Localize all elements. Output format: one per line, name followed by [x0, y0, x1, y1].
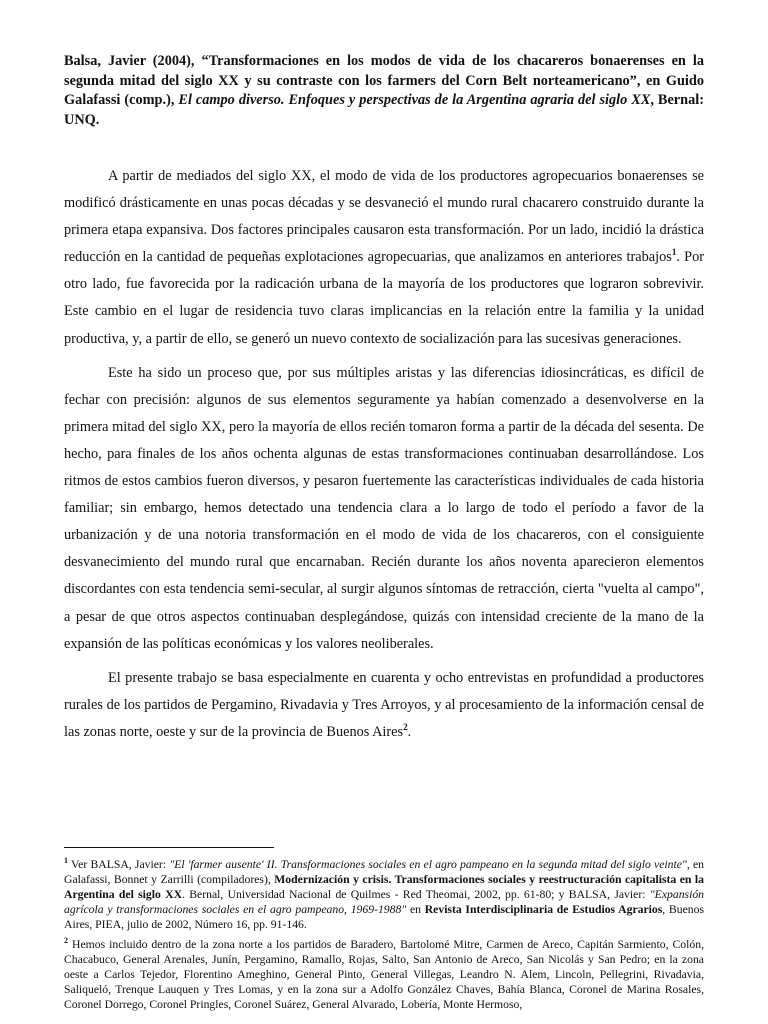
footnote-1-text-1: Ver BALSA, Javier:	[68, 858, 170, 871]
footnote-1-article-2: "Expansión agrícola y transformaciones sociales en el agro pampeano, 1969-1988"	[64, 888, 705, 916]
paragraph-1-text-a: A partir de mediados del siglo XX, el modo de vida de los productores agropecuarios bonaerenses se modificó drásticamente en unas pocas décadas y se desvaneció el mundo rural chacarero construido durante la primera etapa expansiva. Dos factores principales causaron esta transformación. Por un lado, incidió la drástica reducción en la cantidad de pequeñas explotaciones agropecuarias, que analizamos en anteriores trabajos	[64, 168, 704, 266]
paragraph-3-text-b: .	[407, 723, 412, 740]
citation-suffix: , Bernal: UNQ.	[64, 92, 704, 128]
citation-book-title: El campo diverso. Enfoques y perspectivas de la Argentina agraria del siglo XX	[178, 92, 651, 108]
citation-header	[64, 52, 704, 130]
footnote-1-text-5: , Buenos Aires, PIEA, julio de 2002, Número 16, pp. 91-146.	[64, 903, 704, 931]
paragraph-1-text-b: . Por otro lado, fue favorecida por la radicación urbana de la mayoría de los productores que lograron sobrevivir. Este cambio en el lugar de residencia tuvo claras implicancias en la relación entre la familia y la unidad productiva, y, a partir de ello, se generó un nuevo contexto de socialización para las sucesivas generaciones.	[64, 249, 704, 347]
footnote-ref-2[interactable]: 2	[403, 722, 408, 733]
paragraph-2: Este ha sido un proceso que, por sus múltiples aristas y las diferencias idiosincráticas, es difícil de fechar con precisión: algunos de sus elementos seguramente ya habían comenzado a desenvolverse en la primera mitad del siglo XX, pero la mayoría de ellos recién tomaron forma a partir de la década del sesenta. De hecho, para finales de los años ochenta algunas de estas transformaciones continuaban desarrollándose. Los ritmos de estos cambios fueron diversos, y pesaron fuertemente las características individuales de cada historia familiar; sin embargo, hemos detectado una tendencia clara a lo largo de todo el período a favor de la urbanización y de una notoria transformación en el modo de vida de los chacareros, con el consiguiente desvanecimiento del mundo rural que encarnaban. Recién durante los años noventa aparecieron elementos discordantes con esta tendencia semi-secular, al surgir algunos síntomas de retracción, cierta "vuelta al campo", a pesar de que otros aspectos continuaban desplegándose, quizás con intensidad creciente de la mano de la expansión de las políticas económicas y los valores neoliberales.	[64, 364, 704, 652]
paragraph-3-text-a: El presente trabajo se basa especialmente en cuarenta y ocho entrevistas en profundidad a productores rurales de los partidos de Pergamino, Rivadavia y Tres Arroyos, y al procesamiento de la información censal de las zonas norte, oeste y sur de la provincia de Buenos Aires	[64, 669, 704, 740]
footnote-2	[64, 937, 704, 1012]
paragraph-1	[64, 163, 704, 353]
footnote-2-text: Hemos incluido dentro de la zona norte a los partidos de Baradero, Bartolomé Mitre, Carmen de Areco, Capitán Sarmiento, Colón, Chacabuco, General Arenales, Junín, Pergamino, Ramallo, Rojas, Salto, San Antonio de Areco, San Nicolás y San Pedro; en la zona oeste a Carlos Tejedor, Florentino Ameghino, General Pinto, General Villegas, Leandro N. Alem, Lincoln, Pellegrini, Rivadavia, Saliqueló, Trenque Lauquen y Tres Lomas, y en la zona sur a Adolfo González Chaves, Bahía Blanca, Coronel de Marina Rosales, Coronel Dorrego, Coronel Pringles, Coronel Suárez, General Alvarado, Lobería, Monte Hermoso,	[64, 938, 704, 1011]
citation-prefix: Balsa, Javier (2004), “Transformaciones en los modos de vida de los chacareros bonaerenses en la segunda mitad del siglo XX y su contraste con los farmers del Corn Belt norteamericano”, en Guido Galafassi (comp.),	[64, 53, 704, 108]
footnote-1-text-4: en	[406, 903, 425, 916]
footnote-1-article-1: "El 'farmer ausente' II. Transformaciones sociales en el agro pampeano en la segunda mitad del siglo veinte"	[169, 858, 687, 871]
footnote-1	[64, 857, 704, 932]
paragraph-3	[64, 665, 704, 746]
footnote-1-journal-title: Revista Interdisciplinaria de Estudios Agrarios	[424, 903, 663, 916]
footnote-2-number: 2	[64, 936, 68, 946]
footnote-divider	[64, 847, 274, 848]
footnote-1-number: 1	[64, 856, 68, 866]
footnotes	[64, 857, 704, 1017]
footnote-ref-1[interactable]: 1	[671, 247, 677, 258]
footnote-1-text-2: , en Galafassi, Bonnet y Zarrilli (compiladores),	[64, 858, 705, 886]
footnote-1-text-3: . Bernal, Universidad Nacional de Quilmes - Red Theomai, 2002, pp. 61-80; y BALSA, Javier:	[182, 888, 650, 901]
footnote-1-book-title: Modernización y crisis. Transformaciones sociales y reestructuración capitalista en la Argentina del siglo XX	[64, 873, 705, 901]
body-text	[64, 163, 704, 746]
